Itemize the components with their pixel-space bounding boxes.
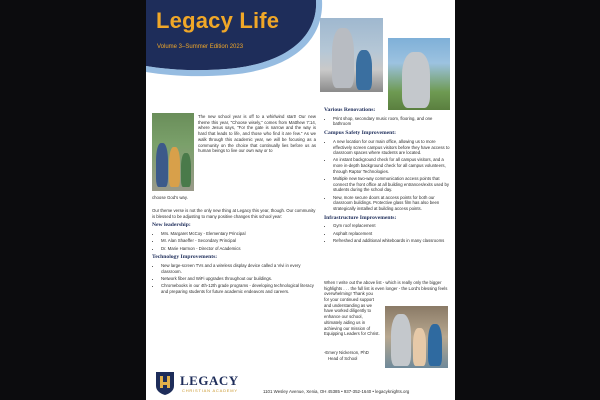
signature-title: Head of School: [328, 356, 358, 361]
academy-shield-logo-icon: [154, 370, 176, 396]
signature-block: [324, 350, 384, 362]
list-item: • A new location for our main office, allowing us to more effectively screen campus visitors before they have access to classroom spaces where students are located.: [333, 139, 450, 156]
list-item: • Print shop, secondary music room, flooring, and one bathroom: [333, 116, 450, 127]
intro-paragraph-end: [152, 195, 316, 204]
footer-contact-info: 1101 Wesley Avenue, Xenia, OH 45385 • 937-352-1640 • legacyknights.org: [263, 389, 410, 394]
newsletter-title: Legacy Life: [156, 8, 280, 33]
list-item: • Multiple new two-way communication access points that connect the front office at all building entrances/exits used by students during the school day.: [333, 176, 450, 193]
signature-name: -Emery Nickerson, PhD: [324, 350, 369, 355]
closing-paragraph-wrap: for your continued support and understanding as we have worked diligently to enhance our school, ultimately aiding us in achieving our mission of Equipping Leaders for Christ.: [324, 297, 380, 337]
renovations-list: [324, 116, 450, 127]
list-item: • Network fiber and WiFi upgrades throughout our buildings.: [161, 276, 316, 282]
infrastructure-heading: Infrastructure Improvements:: [324, 214, 397, 221]
list-item: • New, more secure doors at access points for both our classroom buildings. Protective glass film has also been strategically installed at building access points.: [333, 195, 450, 212]
edition-subtitle: Volume 3–Summer Edition 2023: [157, 44, 244, 50]
left-column: [152, 208, 316, 297]
list-item: • Chromebooks in our 4th-12th grade programs - developing technological literacy and preparing students for future academic endeavors and careers.: [161, 283, 316, 294]
intro-end-text: choose God's way.: [152, 195, 188, 200]
intro-paragraph-2: Our theme verse is not the only new thing at Legacy this year, though. Our community is blessed to be adjusting to many positive changes this school year:: [152, 208, 316, 219]
footer-brand-subtitle: CHRISTIAN ACADEMY: [182, 388, 238, 393]
infrastructure-list: [324, 223, 450, 243]
technology-heading: Technology Improvements:: [152, 254, 218, 261]
photo-mascot-with-student: [320, 18, 383, 92]
safety-list: [324, 139, 450, 212]
technology-list: [152, 263, 316, 295]
list-item: • Mr. Alan Shaeffer - Secondary Principal: [161, 238, 316, 244]
footer: [146, 362, 455, 400]
photo-students-with-backpacks: [152, 113, 194, 191]
newsletter-page: [146, 0, 455, 400]
list-item: • New large-screen TVs and a wireless display device called a Vivi in every classroom.: [161, 263, 316, 274]
list-item: • Mrs. Margaret McCoy - Elementary Principal: [161, 231, 316, 237]
footer-brand-name: LEGACY: [180, 373, 239, 388]
photo-mascot-with-family: [385, 306, 448, 368]
closing-text-top: When I write out the above list - which is really only the bigger highlights . . . the full list is even longer - the Lord's blessing feels overwhelming! Thank you: [324, 280, 448, 297]
leadership-list: [152, 231, 316, 251]
list-item: • Gym roof replacement: [333, 223, 450, 229]
renovations-heading: Various Renovations:: [324, 107, 376, 113]
list-item: • Refreshed and additional whiteboards in many classrooms: [333, 238, 450, 244]
list-item: • An instant background check for all campus visitors, and a more in-depth background check for all campus volunteers, through Raptor Technologies.: [333, 157, 450, 174]
leadership-heading: New leadership:: [152, 222, 191, 229]
right-column: [324, 108, 450, 247]
list-item: • Dr. Marie Harmon - Director of Academics: [161, 246, 316, 252]
list-item: • Asphalt replacement: [333, 231, 450, 237]
photo-mascot-outdoors: [388, 38, 450, 110]
safety-heading: Campus Safety Improvement:: [324, 130, 396, 137]
intro-paragraph: The new school year is off to a whirlwind start! Our new theme this year, "Choose wisely," comes from Matthew 7:14, where Jesus says, "For the gate is narrow and the way is hard that leads to life, and those who find it are few." As we walk through this academic year, we will be focusing as a community on the choice that continually lies before us as human beings to live our own way or to: [198, 114, 316, 154]
